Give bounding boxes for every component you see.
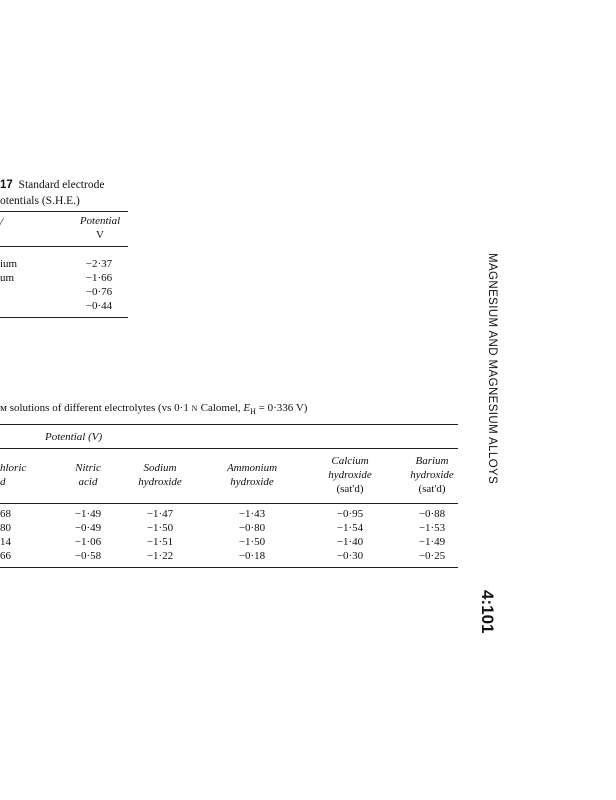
col-label-line1: Sodium <box>143 462 177 474</box>
table2-col-barium <box>400 454 464 496</box>
col-label-line3: (sat'd) <box>336 483 364 495</box>
table1-unit-label: V <box>96 229 104 241</box>
table2-caption-text: м solutions of different electrolytes (vs 0·1 <box>0 402 189 414</box>
table1-caption-line2: otentials (S.H.E.) <box>0 195 80 207</box>
table2-header-rule <box>0 503 458 504</box>
table2-cell: −0·95 <box>336 508 364 520</box>
table2-cell: −0·25 <box>418 550 446 562</box>
table1-value: −0·76 <box>85 286 113 298</box>
table1-top-rule <box>0 211 128 212</box>
col-label-line2: d <box>0 476 6 488</box>
table1-bottom-rule <box>0 317 128 318</box>
col-label-line2: hydroxide <box>410 469 454 481</box>
table2-cell: −0·88 <box>418 508 446 520</box>
table2-caption-value: = 0·336 V) <box>258 402 308 414</box>
table2-cell: −1·53 <box>418 522 446 534</box>
table2-cell: −1·43 <box>238 508 266 520</box>
table1-metal: ium <box>0 258 18 270</box>
table2-caption-e: E <box>243 402 251 414</box>
col-label-line1: Barium <box>415 455 449 467</box>
table2-top-rule <box>0 424 458 425</box>
col-label-line2: hydroxide <box>230 476 274 488</box>
table2-col-ammonium <box>214 461 290 489</box>
table2-caption <box>0 402 307 416</box>
table2-cell: −1·51 <box>146 536 174 548</box>
table1-number: 17 <box>0 179 13 191</box>
table2-cell: 66 <box>0 550 11 562</box>
table2-caption-h: H <box>250 407 256 417</box>
table1-header-rule <box>0 246 128 247</box>
table1-header-potential <box>70 214 130 242</box>
table2-cell: −1·49 <box>418 536 446 548</box>
table2-cell: −1·06 <box>74 536 102 548</box>
table2-cell: −0·58 <box>74 550 102 562</box>
col-label-line1: Calcium <box>331 455 369 467</box>
table2-cell: −1·50 <box>238 536 266 548</box>
page-number: 4:101 <box>478 590 497 634</box>
table2-col-nitric <box>60 461 116 489</box>
table2-cell: −1·50 <box>146 522 174 534</box>
col-label-line1: hloric <box>0 462 27 474</box>
table2-potential-header: Potential (V) <box>45 431 103 443</box>
table2-cell: −1·22 <box>146 550 174 562</box>
table2-cell: −0·18 <box>238 550 266 562</box>
table2-col-calcium <box>316 454 384 496</box>
col-label-line1: Ammonium <box>226 462 278 474</box>
col-label-line1: Nitric <box>75 462 101 474</box>
table2-bottom-rule <box>0 567 458 568</box>
col-label-line3: (sat'd) <box>418 483 446 495</box>
table2-cell: −1·49 <box>74 508 102 520</box>
table2-cell: −1·54 <box>336 522 364 534</box>
table2-col-hydrochloric <box>0 461 40 489</box>
col-label-line2: hydroxide <box>138 476 182 488</box>
table1-header-left: / <box>0 216 4 228</box>
col-label-line2: acid <box>78 476 98 488</box>
table2-cell: −1·40 <box>336 536 364 548</box>
table2-cell: −0·80 <box>238 522 266 534</box>
table1-caption <box>0 177 104 209</box>
table1-value: −0·44 <box>85 300 113 312</box>
running-title: MAGNESIUM AND MAGNESIUM ALLOYS <box>486 253 498 485</box>
table2-span-rule <box>0 448 458 449</box>
table2-cell: 14 <box>0 536 11 548</box>
table2-cell: −0·30 <box>336 550 364 562</box>
table2-col-sodium <box>128 461 192 489</box>
col-label-line2: hydroxide <box>328 469 372 481</box>
table1-value: −1·66 <box>85 272 113 284</box>
table2-cell: −1·47 <box>146 508 174 520</box>
table1-caption-line1: Standard electrode <box>18 179 105 191</box>
table2-caption-normality: N <box>191 404 198 413</box>
table1-metal: um <box>0 272 15 284</box>
table2-cell: −0·49 <box>74 522 102 534</box>
table2-cell: 68 <box>0 508 11 520</box>
table1-potential-label: Potential <box>79 215 121 227</box>
table1-value: −2·37 <box>85 258 113 270</box>
table2-caption-calomel: Calomel, <box>200 402 241 414</box>
table2-cell: 80 <box>0 522 11 534</box>
